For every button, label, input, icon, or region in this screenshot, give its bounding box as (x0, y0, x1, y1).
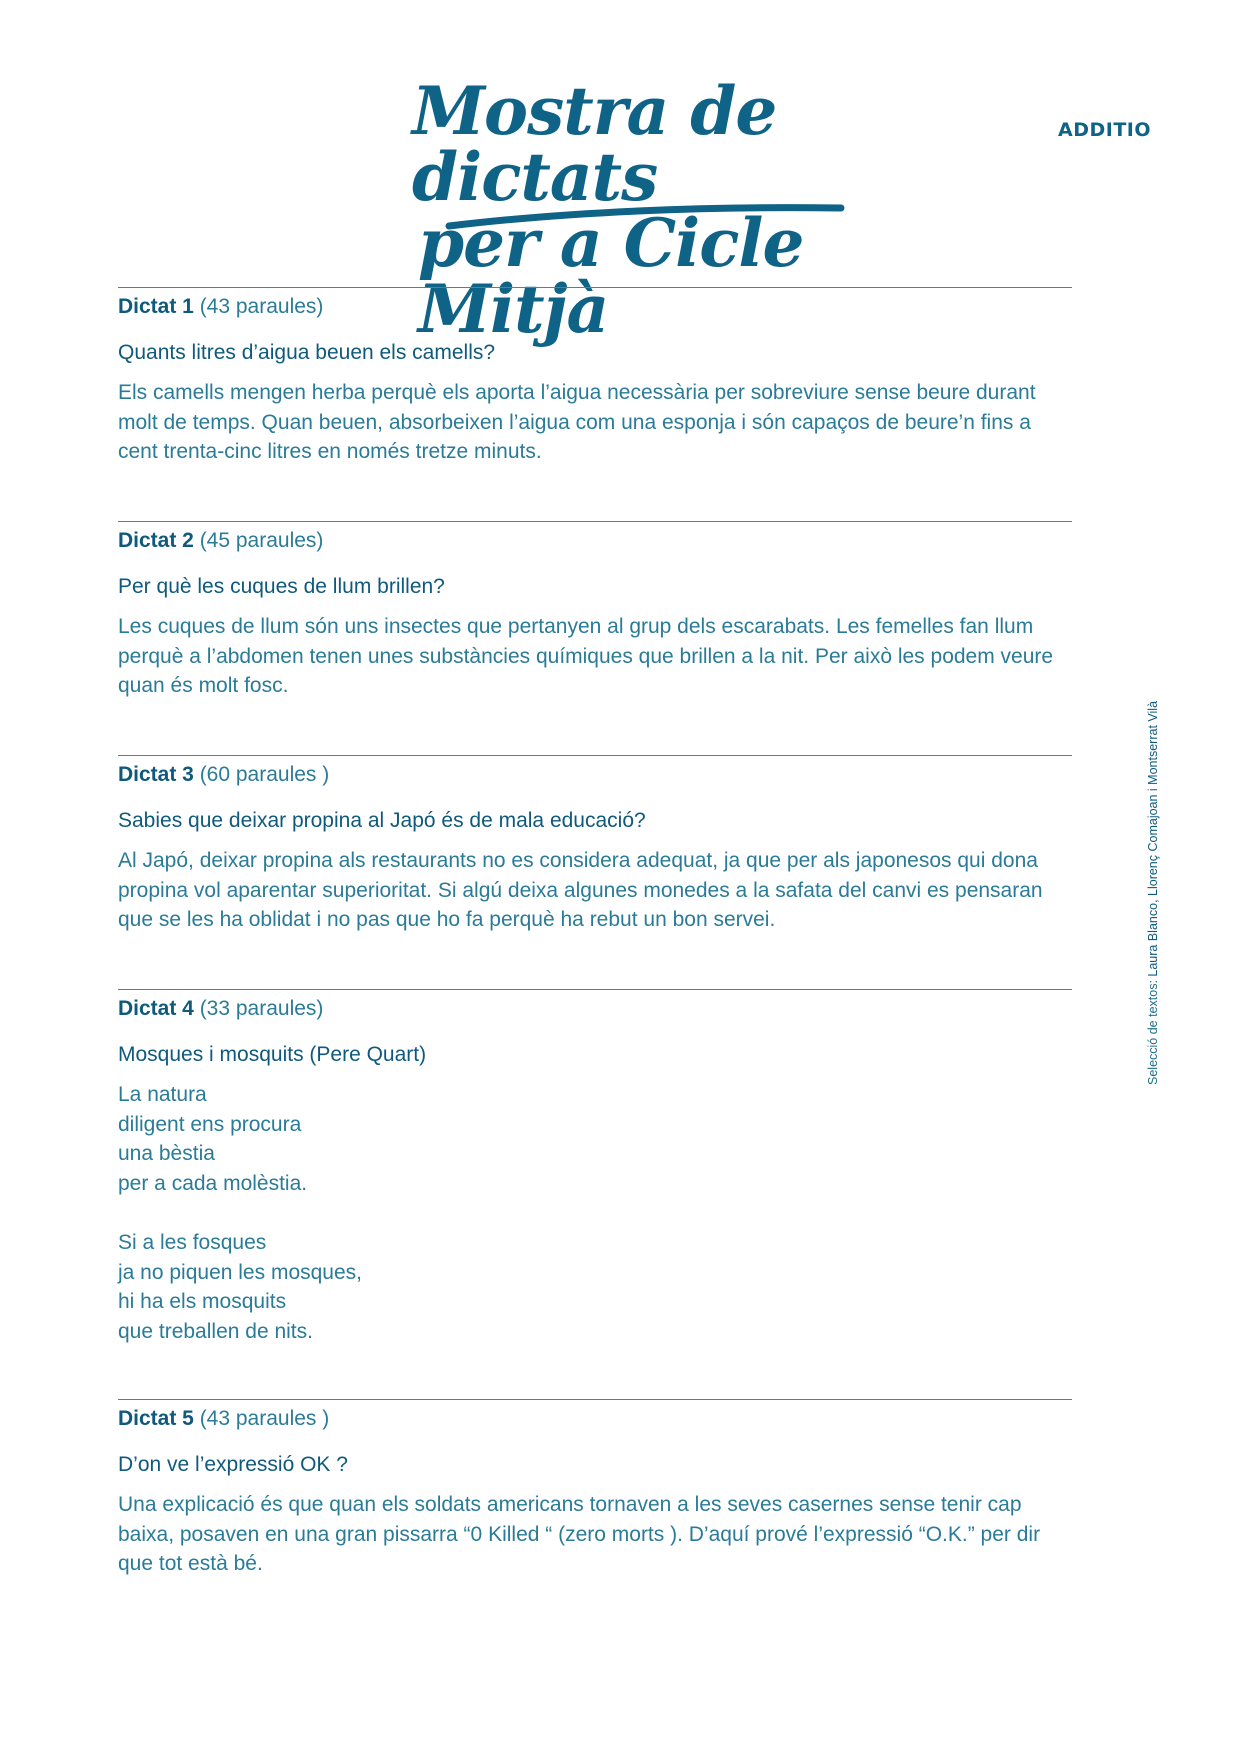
dictat-section-5 (118, 1399, 1072, 1579)
dictat-section-1 (118, 287, 1072, 467)
word-count: (45 paraules) (193, 529, 324, 552)
dictat-heading (118, 528, 1072, 554)
dictat-question: Quants litres d’aigua beuen els camells? (118, 341, 496, 364)
word-count: (43 paraules) (193, 295, 324, 318)
dictat-question: Mosques i mosquits (Pere Quart) (118, 1043, 427, 1066)
poem-verse: que treballen de nits. (118, 1319, 313, 1343)
dictat-question: D’on ve l’expressió OK ? (118, 1453, 348, 1476)
dictat-heading (118, 294, 1072, 320)
poem-verse: diligent ens procura (118, 1112, 302, 1136)
brand-logo: ADDITIO (1058, 119, 1151, 141)
word-count: (43 paraules ) (193, 1407, 330, 1430)
poem-stanza-2 (118, 1228, 1072, 1346)
poem-verse: una bèstia (118, 1142, 215, 1165)
dictat-number: Dictat 2 (118, 529, 194, 552)
dictat-section-3 (118, 755, 1072, 935)
side-credit-label: Selecció de textos: (1146, 976, 1160, 1085)
word-count: (33 paraules) (193, 997, 324, 1020)
poem-stanza-1 (118, 1080, 1072, 1198)
dictat-section-2 (118, 521, 1072, 701)
poem-verse: hi ha els mosquits (118, 1290, 287, 1313)
dictat-number: Dictat 4 (118, 997, 194, 1020)
dictat-text: Els camells mengen herba perquè els aporta l’aigua necessària per sobreviure sense beure durant molt de temps. Quan beuen, absorbeixen l’aigua com una esponja i són capaços de beure’n fins a cent trenta-cinc litres en només tretze minuts. (118, 381, 1036, 463)
dictat-text: Al Japó, deixar propina als restaurants no es considera adequat, ja que per als japonesos qui dona propina vol aparentar superioritat. Si algú deixa algunes monedes a la safata del canvi es pensaran que se les ha oblidat i no pas que ho fa perquè ha rebut un bon servei. (118, 849, 1043, 931)
dictat-section-4 (118, 989, 1072, 1346)
poem-verse: Si a les fosques (118, 1231, 267, 1254)
title-line-1: Mostra de dictats (412, 72, 777, 216)
side-credit-names: Laura Blanco, Llorenç Comajoan i Montserrat Vilà (1146, 700, 1160, 977)
poem-verse: ja no piquen les mosques, (118, 1260, 362, 1284)
dictat-text: Les cuques de llum són uns insectes que pertanyen al grup dels escarabats. Les femelles fan llum perquè a l’abdomen tenen unes substàncies químiques que brillen a la nit. Per això les podem veure quan és molt fosc. (118, 615, 1054, 697)
dictat-question: Per què les cuques de llum brillen? (118, 575, 445, 598)
word-count: (60 paraules ) (193, 763, 330, 786)
dictat-number: Dictat 1 (118, 295, 194, 318)
poem (118, 1080, 1072, 1346)
title-line-2: per a Cicle Mitjà (418, 204, 804, 348)
dictat-heading (118, 996, 1072, 1022)
dictat-number: Dictat 5 (118, 1407, 194, 1430)
dictat-number: Dictat 3 (118, 763, 194, 786)
dictat-heading (118, 1406, 1072, 1432)
dictat-heading (118, 762, 1072, 788)
dictat-question: Sabies que deixar propina al Japó és de mala educació? (118, 809, 646, 832)
dictat-text: Una explicació és que quan els soldats americans tornaven a les seves casernes sense tenir cap baixa, posaven en una gran pissarra “0 Killed “ (zero morts ). D’aquí prové l’expressió “O.K.” per dir que tot està bé. (118, 1493, 1041, 1575)
title-underline-swoosh (445, 198, 845, 232)
poem-verse: per a cada molèstia. (118, 1171, 308, 1195)
side-credit (1146, 645, 1160, 1085)
poem-verse: La natura (118, 1083, 207, 1106)
